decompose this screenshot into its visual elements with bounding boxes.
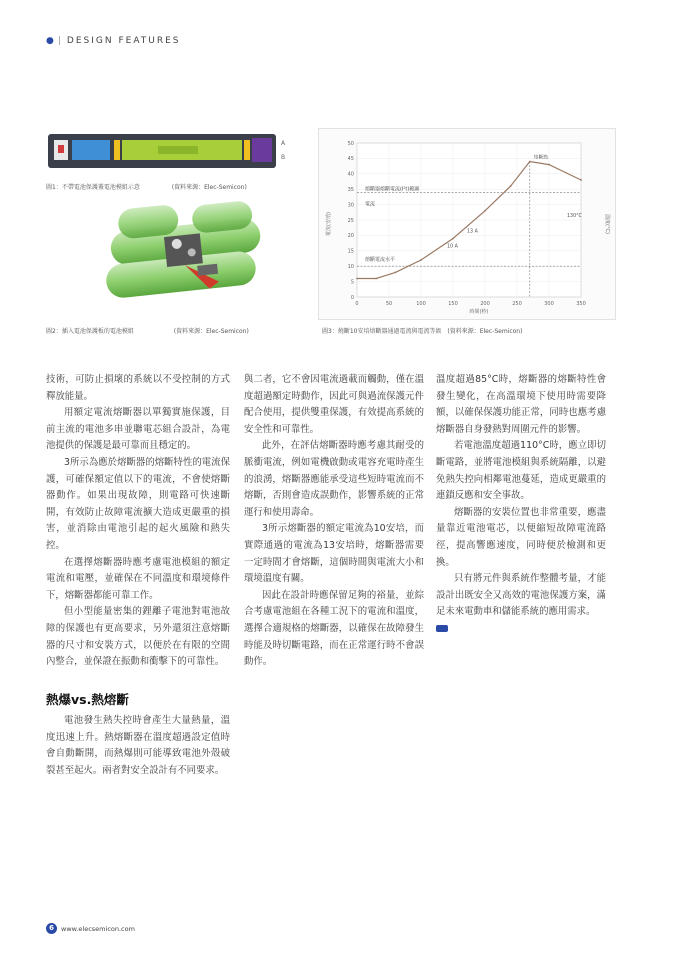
running-header	[46, 36, 181, 46]
section-title: DESIGN FEATURES	[66, 36, 181, 46]
y-tick-label: 5	[350, 279, 354, 286]
figure-1-caption	[46, 182, 247, 191]
paragraph: 此外，在評估熔斷器時應考慮其耐受的脈衝電流，例如電機啟動或電容充電時產生的浪湧，熔斷器應能承受這些短時電流而不熔斷，否則會造成誤動作，影響系統的正常運行和使用壽命。	[244, 440, 424, 518]
footer-url: www.elecsemicon.com	[61, 924, 135, 933]
y-tick-label: 35	[347, 187, 354, 193]
paragraph: 在選擇熔斷器時應考慮電池模組的額定電流和電壓，並確保在不同溫度和環境條件下，熔斷器都能可靠工作。	[46, 556, 230, 601]
paragraph: 若電池溫度超過110°C時，應立即切斷電路，並將電池模組與系統隔離，以避免熱失控向相鄰電池蔓延，造成更嚴重的連鎖反應和安全事故。	[436, 440, 606, 502]
paragraph: 技術，可防止損壞的系統以不受控制的方式釋放能量。	[46, 374, 230, 402]
figure-2-caption	[46, 326, 249, 335]
y-tick-label: 10	[347, 264, 354, 270]
current-temperature-chart	[319, 129, 615, 319]
x-tick-label: 100	[416, 301, 426, 307]
legend-entry: 熔斷電流水平	[365, 257, 396, 264]
spacer	[46, 671, 230, 688]
figure-3-caption-source: (資料來源：Elec-Semicon)	[447, 328, 523, 335]
battery-module-graphic	[46, 196, 310, 318]
legend-entry: 熔斷器熔斷電流(I²t)範圍	[365, 186, 420, 193]
page-footer	[46, 923, 135, 934]
figure-2-caption-text: 圖2：插入電池保護板的電池模組	[46, 328, 134, 335]
paragraph: 3所示熔斷器的額定電流為10安培，而實際通過的電流為13安培時，熔斷器需要一定時間才會熔斷，這個時間與電流大小和環境溫度有關。	[244, 523, 424, 585]
paragraph: 溫度超過85°C時，熔斷器的熔斷特性會發生變化，在高溫環境下使用時需要降額，以確保保護功能正常，同時也應考慮熔斷器自身發熱對周圍元件的影響。	[436, 374, 606, 435]
end-mark-icon	[436, 625, 448, 632]
paragraph: 熔斷器的安裝位置也非常重要，應盡量靠近電池電芯，以便縮短故障電流路徑，提高響應速度，同時便於檢測和更換。	[436, 506, 606, 568]
figure-2-caption-source: (資料來源：Elec-Semicon)	[173, 328, 249, 335]
x-axis-label: 時間(秒)	[469, 309, 489, 315]
figure-3-chart-frame	[318, 128, 616, 320]
header-separator: |	[57, 36, 63, 46]
text-column-2	[244, 372, 424, 671]
x-tick-label: 300	[544, 301, 554, 307]
y-tick-label: 20	[347, 233, 354, 240]
y-tick-label: 50	[347, 140, 354, 147]
y-tick-label: 0	[350, 294, 354, 301]
x-tick-label: 200	[480, 301, 490, 307]
y-tick-label: 25	[347, 217, 354, 224]
figure-1-tag-b: B	[281, 154, 286, 161]
figure-1-caption-text: 圖1：不帶電池保護蓋電池模組示意	[46, 184, 140, 191]
y-tick-label: 40	[347, 171, 354, 178]
paragraph: 因此在設計時應保留足夠的裕量，並綜合考慮電池組在各種工況下的電流和溫度，選擇合適規格的熔斷器，以確保在故障發生時能及時切斷電路，而在正常運行時不會誤動作。	[244, 589, 424, 668]
battery-strip-graphic	[46, 131, 278, 173]
x-tick-label: 150	[448, 301, 458, 307]
figure-1-tag-a: A	[281, 140, 286, 147]
page-number: 6	[46, 923, 57, 934]
y2-axis-label: 溫度(°C)	[604, 214, 610, 234]
text-column-3	[436, 372, 606, 638]
chart-annotation: 13 A	[467, 229, 478, 235]
x-tick-label: 50	[385, 301, 393, 307]
chart-annotation: 10 A	[447, 244, 458, 250]
figure-3-caption-text: 圖3：燒斷10安培熔斷器通過電流與電流等級	[322, 328, 442, 335]
y-axis-label: 電流(安培)	[326, 212, 332, 236]
y-tick-label: 15	[347, 248, 354, 255]
paragraph: 用額定電流熔斷器以單獨實施保護，目前主流的電池多串並聯電芯組合設計，為電池提供的保護是最可靠而且穩定的。	[46, 407, 230, 452]
chart-annotation: 130°C	[567, 213, 582, 219]
x-tick-label: 350	[576, 301, 586, 307]
text-column-1	[46, 372, 230, 780]
chart-annotation: 熔斷點	[533, 155, 549, 161]
legend-entry: 電流	[365, 201, 376, 208]
section-mark: ●	[46, 36, 54, 46]
y-tick-label: 30	[347, 202, 354, 209]
paragraph: 3所示為應於熔斷器的熔斷特性的電流保護，可確保額定值以下的電流，不會使熔斷器動作。如果出現故障，則電路可快速斷開，有效防止故障電流擴大造成更嚴重的損害，並消除由電池引起的起火風險和熱失控。	[46, 456, 230, 551]
figure-1-caption-source: (資料來源：Elec-Semicon)	[171, 184, 247, 191]
paragraph: 與二者，它不會因電流過載而觸動，僅在溫度超過額定時動作，因此可與過流保護元件配合使用，提供雙重保護，有效提高系統的安全性和可靠性。	[244, 374, 424, 435]
paragraph: 但小型能量密集的鋰離子電池對電池故障的保護也有更高要求，另外還須注意熔斷器的尺寸和安裝方式，以便於在有限的空間內整合，並保證在振動和衝擊下的可靠性。	[46, 606, 230, 668]
figure-3-caption	[322, 326, 522, 335]
x-tick-label: 0	[355, 301, 359, 307]
paragraph: 電池發生熱失控時會產生大量熱量，溫度迅速上升。熱熔斷器在溫度超過設定值時會自動斷開，而熱爆則可能導致電池外殼破裂甚至起火。兩者對安全設計有不同要求。	[46, 715, 230, 777]
y-tick-label: 45	[347, 156, 354, 163]
figure-1-battery-strip	[46, 131, 278, 173]
x-tick-label: 250	[512, 301, 522, 307]
paragraph: 只有將元件與系統作整體考量，才能設計出既安全又高效的電池保護方案，滿足未來電動車和儲能系統的應用需求。	[436, 573, 606, 618]
section-heading: 熱爆vs.熱熔斷	[46, 692, 129, 708]
figure-2-battery-module	[46, 196, 310, 318]
